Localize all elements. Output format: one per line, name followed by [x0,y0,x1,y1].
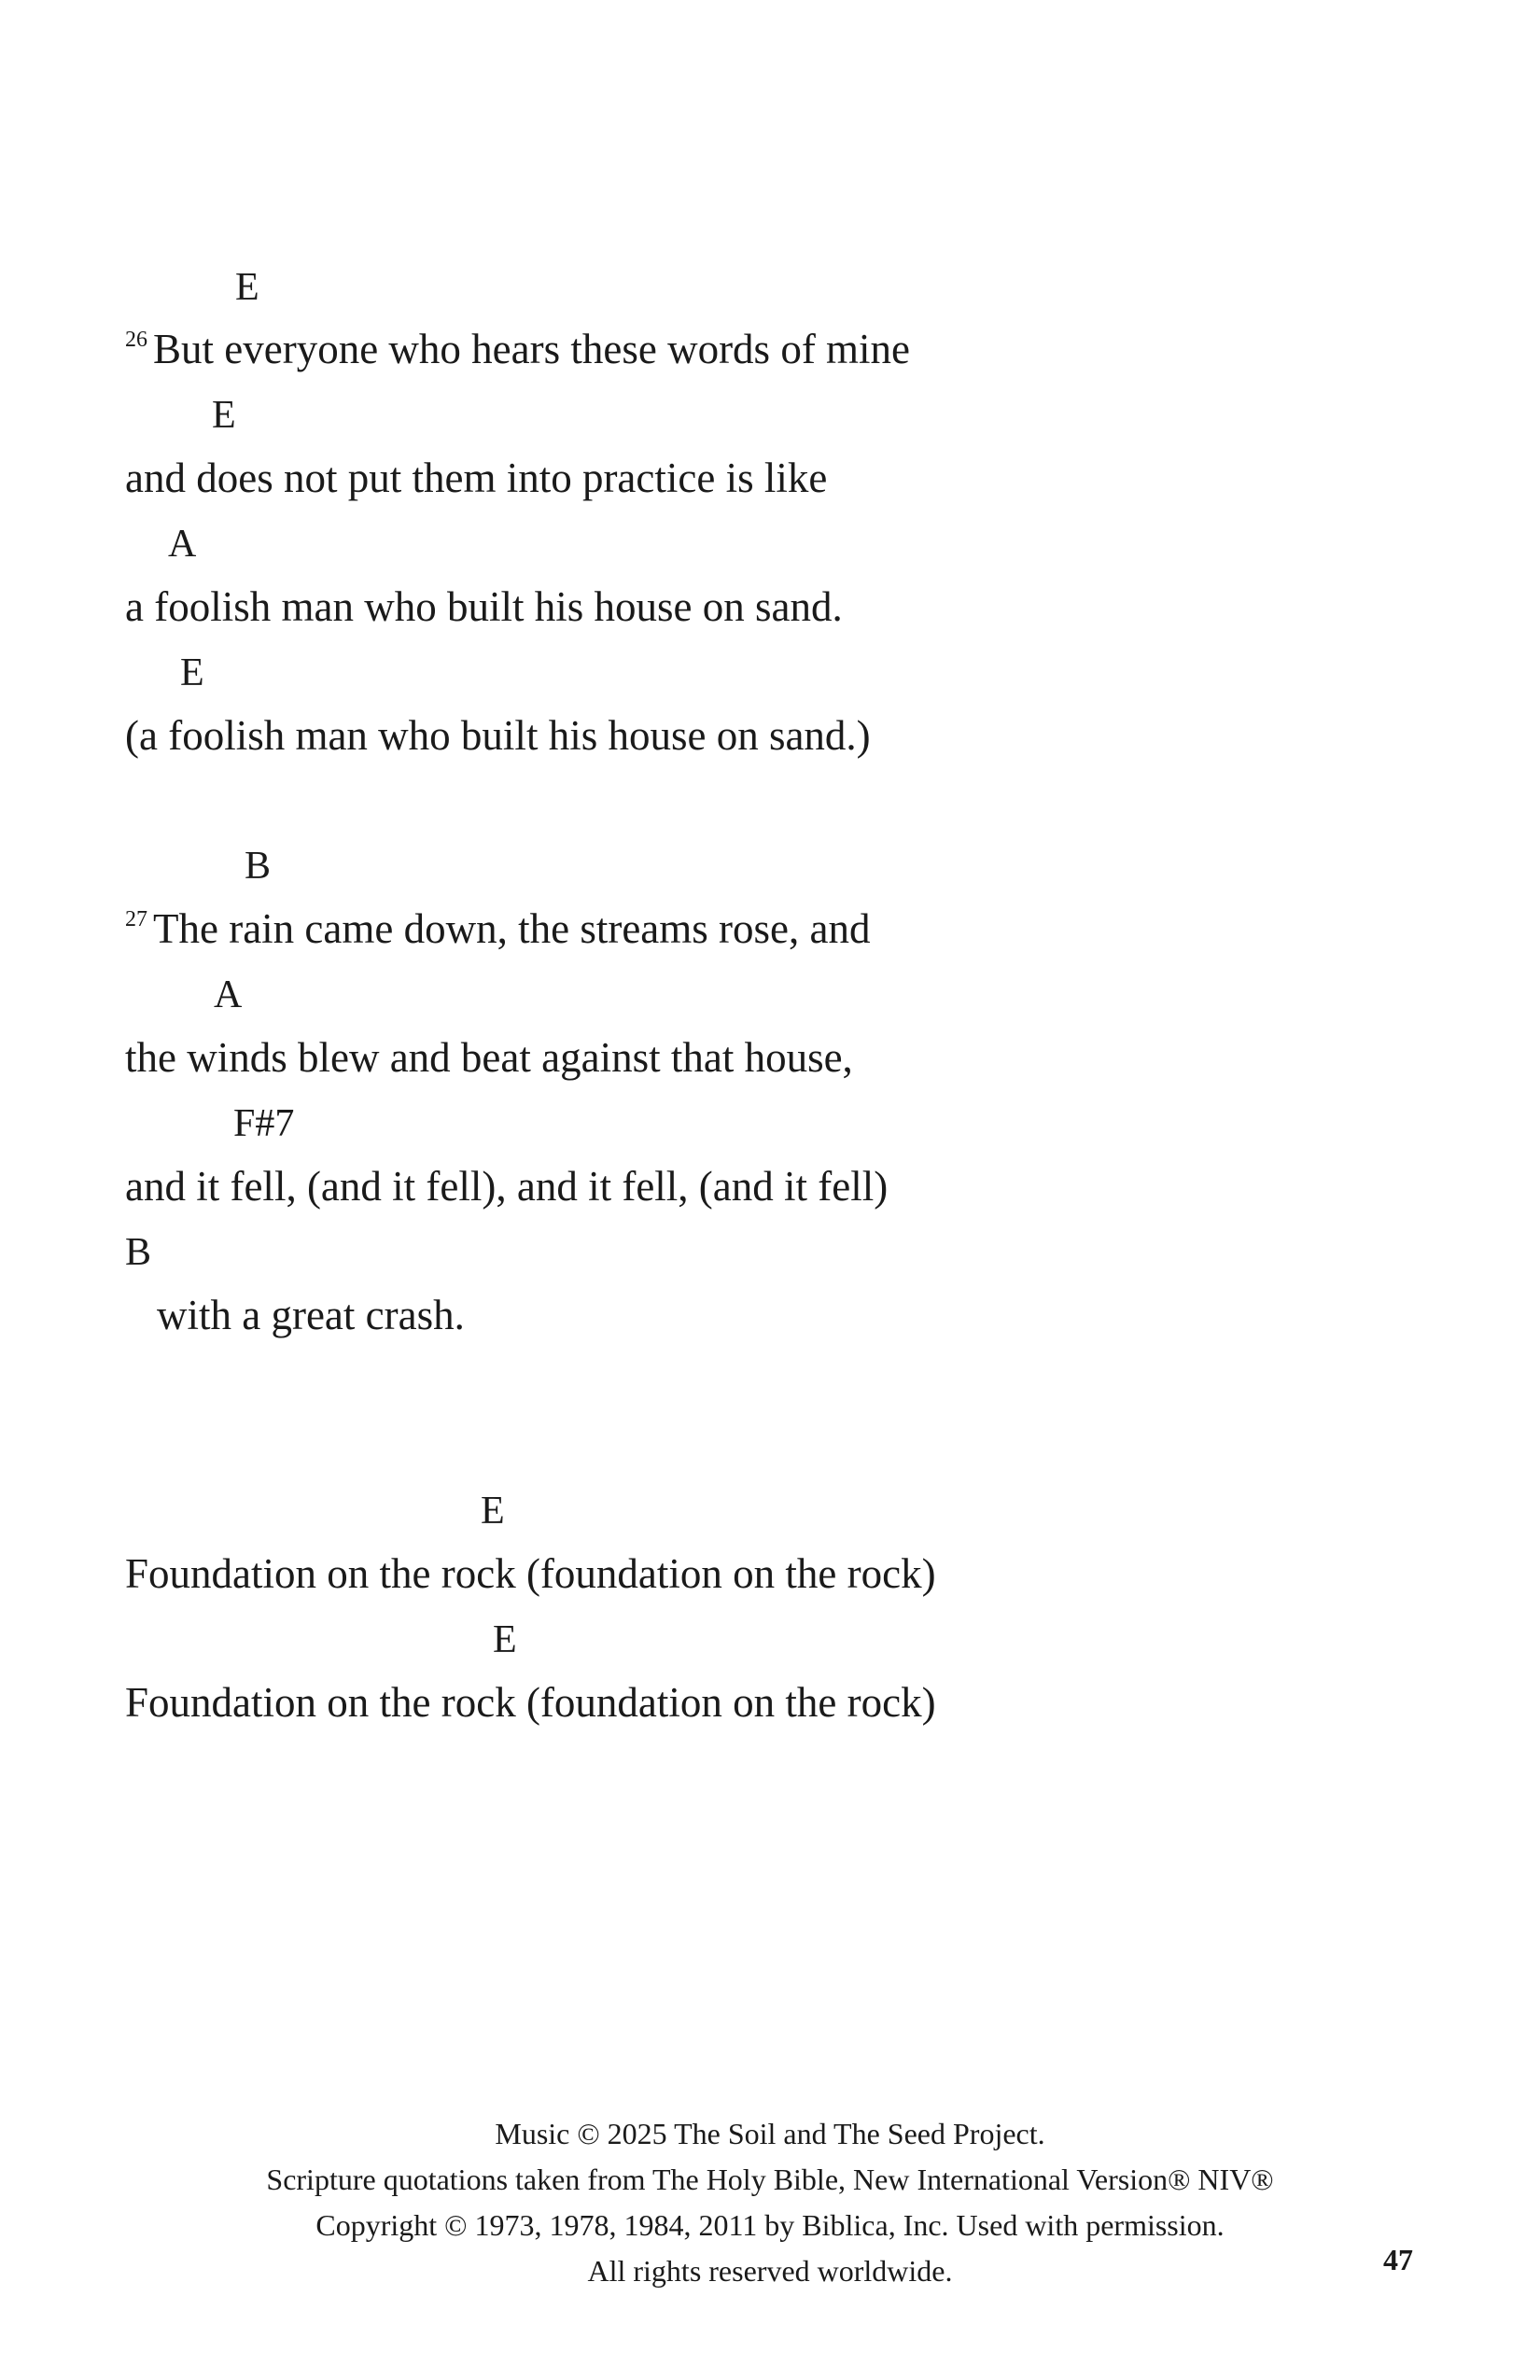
lyric-line: and does not put them into practice is like [125,455,828,501]
lyric-line [125,904,870,953]
chord: B [245,845,272,888]
lyric-line: with a great crash. [157,1292,465,1338]
chord: A [168,523,197,566]
page-number: 47 [1383,2243,1413,2276]
footer-line: Copyright © 1973, 1978, 1984, 2011 by Biblica, Inc. Used with permission. [315,2208,1225,2242]
footer-line: Scripture quotations taken from The Holy Bible, New International Version® NIV® [266,2163,1274,2196]
verse-number: 27 [125,907,147,931]
chord: E [180,651,204,694]
lyric-line: Foundation on the rock (foundation on the rock) [125,1679,936,1726]
lyric-line: the winds blew and beat against that house, [125,1034,853,1081]
verse-number: 26 [125,328,147,352]
footer-line: Music © 2025 The Soil and The Seed Project. [495,2117,1045,2150]
lyric-line [125,325,910,373]
lyric-text: But everyone who hears these words of mine [153,326,911,372]
chord: E [481,1490,505,1533]
chord: E [212,394,236,437]
chord: B [125,1231,152,1274]
chord: E [493,1618,517,1661]
lyric-line: a foolish man who built his house on sand. [125,583,843,630]
chord: F#7 [233,1102,295,1145]
chord: A [214,973,243,1016]
footer-line: All rights reserved worldwide. [587,2254,953,2288]
copyright-footer [0,2111,1540,2294]
chord: E [235,266,259,309]
lyric-text: The rain came down, the streams rose, and [153,905,871,952]
lyric-line: and it fell, (and it fell), and it fell, (and it fell) [125,1163,889,1210]
lyric-line: (a foolish man who built his house on sand.) [125,712,871,759]
lyric-line: Foundation on the rock (foundation on the rock) [125,1550,936,1597]
